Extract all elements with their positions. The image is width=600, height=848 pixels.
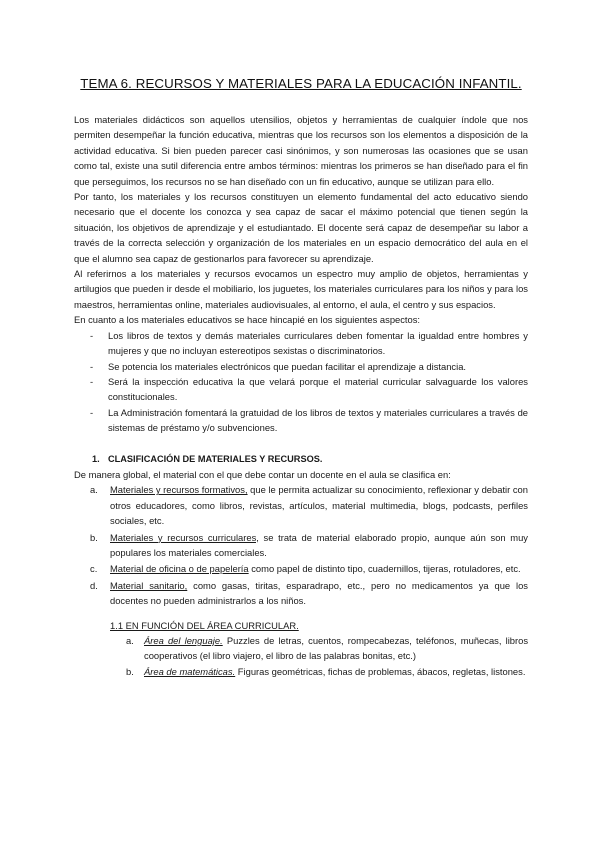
paragraph: Los materiales didácticos son aquellos utensilios, objetos y herramientas de cualquier índole que nos permiten desempeñar la función educativa, mientras que los recursos son los elementos a disposición de la actividad educativa. Si bien pueden parecer casi sinónimos, y son numerosas las ocasiones que se usan como tal, existe una sutil diferencia entre ambos términos: mientras los primeros se han diseñado para el fin que perseguimos, los recursos no se han diseñado con un fin educativo, aunque se utilizan para ello. — [74, 114, 528, 187]
curricular-area-list — [74, 633, 528, 679]
paragraph: Al referirnos a los materiales y recursos evocamos un espectro muy amplio de objetos, herramientas y artilugios que pueden ir desde el mobiliario, los juguetes, los materiales curriculares para los niños y para los maestros, herramientas online, materiales audiovisuales, al entorno, el aula, el centro y sus espacios. — [74, 268, 528, 310]
dash-bullet: - — [90, 329, 94, 341]
section-title: CLASIFICACIÓN DE MATERIALES Y RECURSOS. — [108, 453, 323, 464]
list-item — [74, 405, 528, 436]
list-letter: a. — [126, 635, 134, 646]
list-item-term: Área de matemáticas. — [144, 665, 236, 677]
list-item — [74, 578, 528, 609]
dash-bullet: - — [90, 406, 94, 418]
section-number: 1. — [92, 453, 100, 464]
section-intro: De manera global, el material con el que debe contar un docente en el aula se clasifica en: — [74, 468, 451, 480]
list-item-text: Los libros de textos y demás materiales curriculares deben fomentar la igualdad entre hombres y mujeres y que no incluyan estereotipos sexistas o discriminatorios. — [108, 329, 528, 357]
list-item-text: La Administración fomentará la gratuidad de los libros de textos y materiales curriculares a través de sistemas de préstamo y/o subvenciones. — [108, 406, 528, 434]
list-item — [74, 482, 528, 528]
list-item — [74, 664, 528, 679]
page-title: TEMA 6. RECURSOS Y MATERIALES PARA LA EDUCACIÓN INFANTIL. — [80, 76, 522, 91]
list-letter: c. — [90, 563, 98, 575]
dash-bullet: - — [90, 375, 94, 387]
aspects-list — [74, 328, 528, 436]
dash-bullet: - — [90, 360, 94, 372]
subsection-heading: 1.1 EN FUNCIÓN DEL ÁREA CURRICULAR. — [110, 619, 299, 631]
list-item-text: como gasas, tiritas, esparadrapo, etc., pero no medicamentos ya que los docentes no pueden administrarlos a los niños. — [110, 579, 528, 607]
paragraph: Por tanto, los materiales y los recursos constituyen un elemento fundamental del acto educativo siendo necesario que el docente los conozca y sea capaz de sacar el máximo potencial que tienen según la situación, los objetivos de aprendizaje y el estudiantado. El docente será capaz de desempeñar su labor a través de la correcta selección y organización de los materiales en un espacio democrático del aula en el que el alumno sea capaz de gestionarlos para favorecer su aprendizaje. — [74, 191, 528, 264]
list-item-term: Materiales y recursos curriculares, — [110, 531, 259, 543]
paragraph: En cuanto a los materiales educativos se hace hincapié en los siguientes aspectos: — [74, 314, 421, 326]
list-item-term: Materiales y recursos formativos, — [110, 484, 248, 496]
list-item — [74, 530, 528, 561]
list-letter: a. — [90, 484, 98, 496]
list-item-text: Figuras geométricas, fichas de problemas, ábacos, regletas, listones. — [235, 665, 526, 677]
list-item-text: Se potencia los materiales electrónicos que puedan facilitar el aprendizaje a distancia. — [108, 360, 467, 372]
list-item-term: Material de oficina o de papelería — [110, 563, 249, 575]
section-heading — [74, 452, 528, 467]
list-item — [74, 374, 528, 405]
list-item-text: se trata de material elaborado propio, aunque aún son muy populares los materiales comerciales. — [110, 531, 528, 558]
list-item-text: como papel de distinto tipo, cuadernillos, tijeras, rotuladores, etc. — [248, 563, 521, 575]
list-letter: b. — [126, 665, 134, 677]
list-item-text: Será la inspección educativa la que velará porque el material curricular salvaguarde los valores constitucionales. — [108, 375, 528, 403]
list-item — [74, 561, 528, 576]
list-item-term: Área del lenguaje. — [144, 635, 223, 646]
document-body — [74, 112, 528, 679]
list-item — [74, 328, 528, 359]
list-letter: b. — [90, 531, 98, 543]
list-item — [74, 633, 528, 664]
classification-list — [74, 482, 528, 608]
list-item-text: Puzzles de letras, cuentos, rompecabezas, teléfonos, muñecas, libros cooperativos (el libro viajero, el libro de las palabras bonitas, etc.) — [144, 635, 529, 662]
list-letter: d. — [90, 579, 98, 591]
list-item-term: Material sanitario, — [110, 579, 188, 591]
list-item-text: que le permita actualizar su conocimiento, reflexionar y debatir con otros educadores, como libros, revistas, artículos, material multimedia, blogs, podcasts, perfiles sociales, etc. — [110, 484, 528, 527]
list-item — [74, 359, 528, 374]
